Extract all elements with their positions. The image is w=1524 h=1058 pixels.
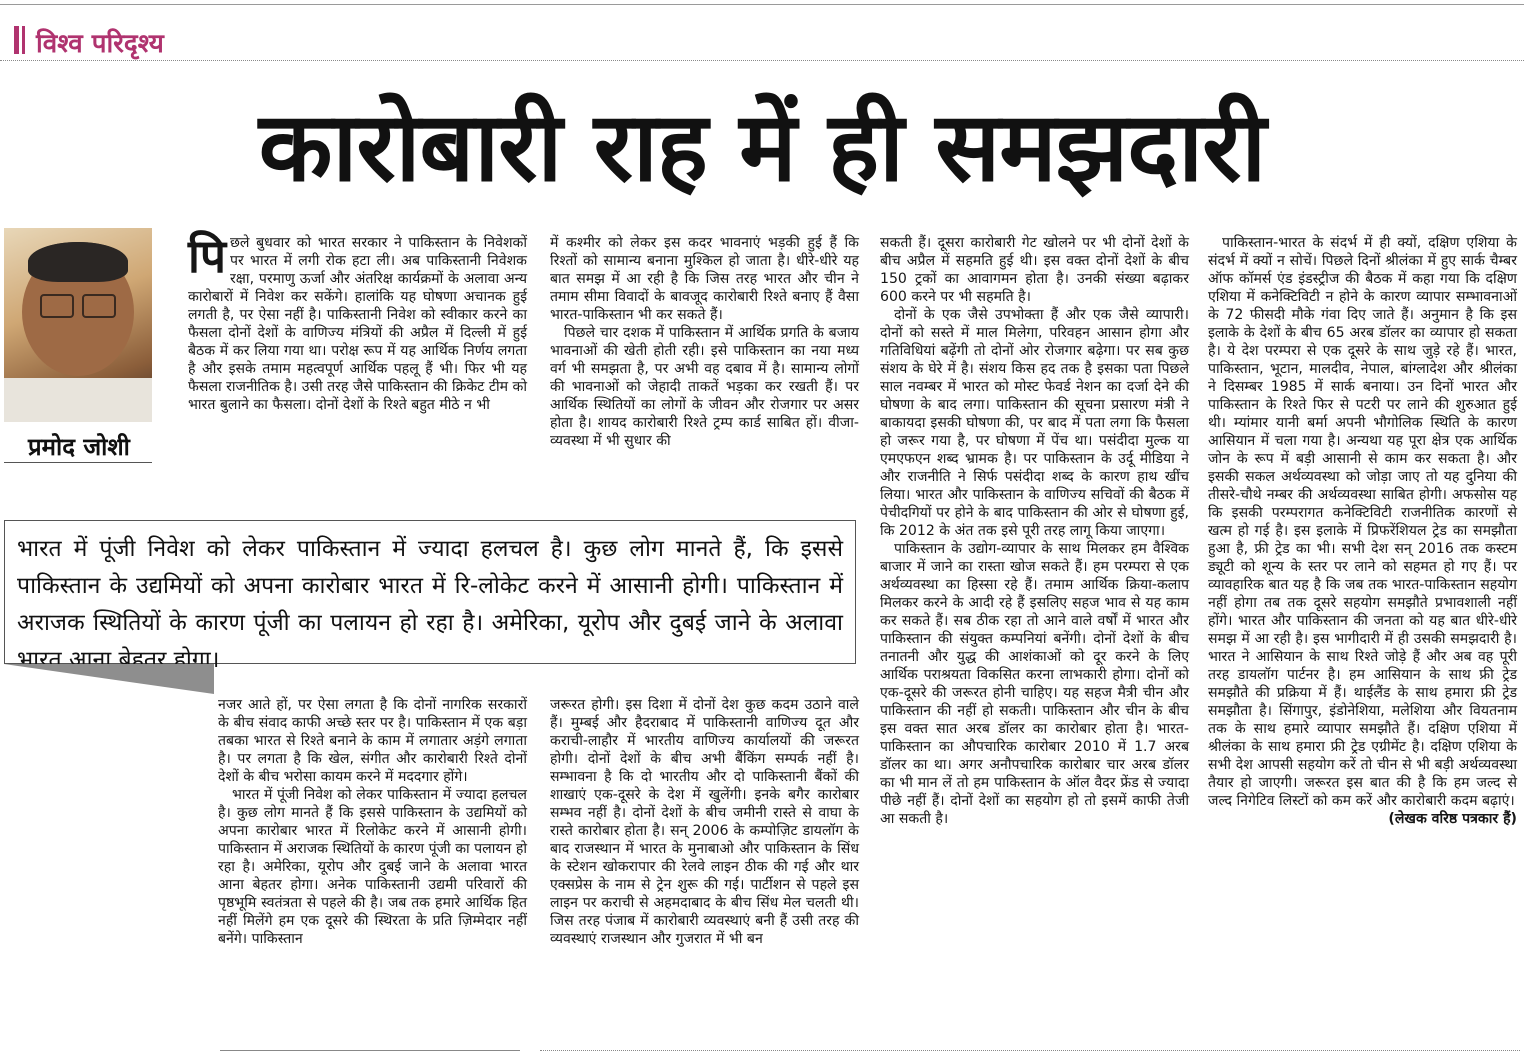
article-column-3: [880, 234, 1189, 828]
top-border-line: [0, 4, 1524, 5]
article-paragraph: सकती हैं। दूसरा कारोबारी गेट खोलने पर भी दोनों देशों के बीच अप्रैल में सहमति हुई थी। इस वक्त दोनों देशों के बीच 150 ट्रकों का आवागमन होता है। उनकी संख्या बढ़ाकर 600 करने पर भी सहमति है।: [880, 235, 1189, 305]
author-name: प्रमोद जोशी: [28, 433, 130, 461]
article-column-2-top: [550, 234, 859, 450]
section-divider: [0, 60, 1524, 61]
section-marker-bar: [14, 26, 19, 54]
author-byline: (लेखक वरिष्ठ पत्रकार हैं): [1388, 811, 1517, 827]
article-paragraph: पिछले चार दशक में पाकिस्तान में आर्थिक प्रगति के बजाय भावनाओं की खेती होती रही। इसे पाकिस्तान का नया मध्य वर्ग भी समझता है, पर अभी वह दबाव में है। सामान्य लोगों की भावनाओं को जेहादी ताकतें भड़का कर रखती हैं। पर आर्थिक स्थितियों का लोगों के जीवन और रोजगार पर असर होता है। शायद कारोबारी रिश्ते ट्रम्प कार्ड साबित हों। वीजा-व्यवस्था में भी सुधार की: [550, 325, 859, 449]
bottom-divider-dotted: [540, 1050, 1520, 1051]
article-paragraph: नजर आते हों, पर ऐसा लगता है कि दोनों नागरिक सरकारों के बीच संवाद काफी अच्छे स्तर पर है। पाकिस्तान में एक बड़ा तबका भारत से रिश्ते बनाने के काम में लगातार अड़ंगे लगाता है। पर लगता है कि खेल, संगीत और कारोबारी रिश्ते दोनों देशों के बीच भरोसा कायम करने में मददगार होंगे।: [218, 697, 527, 785]
article-paragraph: पाकिस्तान के उद्योग-व्यापार के साथ मिलकर हम वैश्विक बाजार में जाने का रास्ता खोज सकते हैं। हम परम्परा से एक अर्थव्यवस्था का हिस्सा रहे हैं। तमाम आर्थिक क्रिया-कलाप मिलकर करने के आदी रहे हैं इसलिए सहज भाव से यह काम कर सकते हैं। सब ठीक रहा तो आने वाले वर्षों में भारत और पाकिस्तान की संयुक्त कम्पनियां बनेंगी। दोनों देशों के बीच तनातनी और युद्ध की आशंकाओं को दूर करने के लिए आर्थिक पराश्रयता विकसित करना लाभकारी होगा। दोनों को एक-दूसरे की जरूरत होनी चाहिए। यह सहज मैत्री चीन और पाकिस्तान की नहीं हो सकती। पाकिस्तान और चीन के बीच इस वक्त सात अरब डॉलर का कारोबार होता है। भारत-पाकिस्तान का औपचारिक कारोबार 2010 में 1.7 अरब डॉलर का था। अगर अनौपचारिक कारोबार चार अरब डॉलर का भी मान लें तो हम पाकिस्तान के ऑल वैदर फ्रेंड से ज्यादा पीछे नहीं हैं। दोनों देशों का सहयोग हो तो इसमें काफी तेजी आ सकती है।: [880, 541, 1189, 827]
drop-cap: पि: [188, 229, 227, 283]
section-marker-bar-thin: [22, 26, 25, 54]
article-column-4: [1208, 234, 1517, 828]
article-column-1-bottom: [218, 696, 527, 948]
article-paragraph: दोनों के एक जैसे उपभोक्ता हैं और एक जैसे व्यापारी। दोनों को सस्ते में माल मिलेगा, परिवहन आसान होगा और गतिविधियां बढ़ेंगी तो दोनों ओर रोजगार बढ़ेगा। पर सब कुछ संशय के घेरे में है। संशय किस हद तक है इसका पता पिछले साल नवम्बर में भारत को मोस्ट फेवर्ड नेशन का दर्जा देने की घोषणा के बाद लगा। पाकिस्तान की सूचना प्रसारण मंत्री ने बाकायदा इसकी घोषणा की, पर बाद में पता लगा कि फैसला हो जरूर गया है, पर घोषणा में पेंच था। पसंदीदा मुल्क या एमएफएन शब्द भ्रामक है। पर पाकिस्तान के उर्दू मीडिया ने और राजनीति ने सिर्फ पसंदीदा शब्द के कारण हाथ खींच लिया। भारत और पाकिस्तान के वाणिज्य सचिवों की बैठक में पेचीदगियों पर होने के बाद पाकिस्तान की ओर से घोषणा हुई, कि 2012 के अंत तक इसे पूरी तरह लागू किया जाएगा।: [880, 307, 1189, 539]
paragraph-text: छले बुधवार को भारत सरकार ने पाकिस्तान के निवेशकों पर भारत में लगी रोक हटा ली। अब पाकिस्तानी निवेशक रक्षा, परमाणु ऊर्जा और अंतरिक्ष कार्यक्रमों के अलावा अन्य कारोबारों में निवेश कर सकेंगे। हालांकि यह घोषणा अचानक हुई लगती है, पर ऐसा नहीं है। पाकिस्तानी निवेश को स्वीकार करने का फैसला दोनों देशों के वाणिज्य मंत्रियों की अप्रैल में दिल्ली में हुई बैठक में कर लिया गया था। परोक्ष रूप में यह आर्थिक निर्णय लगता है और इसके तमाम महत्वपूर्ण आर्थिक पहलू हैं भी। फिर भी यह फैसला राजनीतिक है। उसी तरह जैसे पाकिस्तान की क्रिकेट टीम को भारत बुलाने का फैसला। दोनों देशों के रिश्ते बहुत मीठे न भी: [188, 235, 527, 413]
article-paragraph: जरूरत होगी। इस दिशा में दोनों देश कुछ कदम उठाने वाले हैं। मुम्बई और हैदराबाद में पाकिस्तानी वाणिज्य दूत और कराची-लाहौर में भारतीय वाणिज्य कार्यालयों की जरूरत होगी। दोनों देशों के बीच अभी बैंकिंग सम्पर्क नहीं है। सम्भावना है कि दो भारतीय और दो पाकिस्तानी बैंकों की शाखाएं एक-दूसरे के देश में खुलेंगी। इनके बगैर कारोबार सम्भव नहीं है। दोनों देशों के बीच जमीनी रास्ते से वाघा के रास्ते कारोबार होता है। सन् 2006 के कम्पोज़िट डायलॉग के बाद राजस्थान में भारत के मुनाबाओ और पाकिस्तान के सिंध के स्टेशन खोकरापार की रेलवे लाइन ठीक की गई और थार एक्सप्रेस के नाम से ट्रेन शुरू की गई। पार्टीशन से पहले इस लाइन पर कराची से अहमदाबाद के बीच सिंध मेल चलती थी। जिस तरह पंजाब में कारोबारी व्यवस्थाएं बनी हैं उसी तरह की व्यवस्थाएं राजस्थान और गुजरात में भी बन: [550, 697, 859, 947]
article-paragraph: में कश्मीर को लेकर इस कदर भावनाएं भड़की हुई हैं कि रिश्तों को सामान्य बनाना मुश्किल हो जाता है। धीरे-धीरे यह बात समझ में आ रही है कि जिस तरह भारत और चीन ने तमाम सीमा विवादों के बावजूद कारोबारी रिश्ते बनाए हैं वैसा भारत-पाकिस्तान भी कर सकते हैं।: [550, 235, 859, 323]
article-paragraph: [1208, 234, 1517, 827]
author-divider: [4, 462, 152, 463]
pull-quote-pointer: [4, 664, 214, 694]
article-paragraph: [188, 229, 527, 414]
article-paragraph: भारत में पूंजी निवेश को लेकर पाकिस्तान में ज्यादा हलचल है। कुछ लोग मानते हैं कि इससे पाकिस्तान के उद्यमियों को अपना कारोबार भारत में रिलोकेट करने में आसानी होगी। पाकिस्तान में अराजक स्थितियों के कारण पूंजी का पलायन हो रहा है। अमेरिका, यूरोप और दुबई जाने के अलावा भारत आना बेहतर होगा। अनेक पाकिस्तानी उद्यमी परिवारों की पृष्ठभूमि स्वतंत्रता से पहले की है। जब तक हमारे आर्थिक हित नहीं मिलेंगे हम एक दूसरे की स्थिरता के प्रति ज़िम्मेदार नहीं बनेंगे। पाकिस्तान: [218, 787, 527, 947]
headline: कारोबारी राह में ही समझदारी: [258, 91, 1266, 203]
article-column-2-bottom: [550, 696, 859, 948]
article-column-1-top: [188, 229, 527, 414]
author-photo: [4, 228, 152, 422]
bottom-divider: [220, 1050, 520, 1051]
paragraph-text: पाकिस्तान-भारत के संदर्भ में ही क्यों, दक्षिण एशिया के संदर्भ में क्यों न सोचें। पिछले दिनों श्रीलंका में हुए सार्क चैम्बर ऑफ कॉमर्स एंड इंडस्ट्रीज की बैठक में कहा गया कि दक्षिण एशिया में कनेक्टिविटी न होने के कारण व्यापार सम्भावनाओं के 72 फीसदी मौके गंवा दिए जाते हैं। अनुमान है कि इस इलाके के देशों के बीच 65 अरब डॉलर का व्यापार हो सकता है। ये देश परम्परा से एक दूसरे के साथ जुड़े रहे हैं। भारत, पाकिस्तान, भूटान, मालदीव, नेपाल, बांग्लादेश और श्रीलंका ने दिसम्बर 1985 में सार्क बनाया। उन दिनों भारत और पाकिस्तान के रिश्ते फिर से पटरी पर लाने की शुरुआत हुई थी। म्यांमार यानी बर्मा अपनी भौगोलिक स्थिति के कारण आसियान में चला गया है। अन्यथा यह पूरा क्षेत्र एक आर्थिक जोन के रूप में बड़ी आसानी से काम कर सकता है। और इसकी सकल अर्थव्यवस्था को जोड़ा जाए तो यह दुनिया की तीसरे-चौथे नम्बर की अर्थव्यवस्था साबित होगी। अफसोस यह कि इसकी परम्परागत कनेक्टिविटी राजनीतिक कारणों से खत्म हो गई है। इस इलाके में प्रिफरेंशियल ट्रेड का समझौता हुआ है, फ्री ट्रेड का भी। सभी देश सन् 2016 तक कस्टम ड्यूटी को शून्य के स्तर पर लाने को सहमत हो गए हैं। पर व्यावहारिक बात यह है कि जब तक भारत-पाकिस्तान सहयोग नहीं होगा तब तक दूसरे सहयोग समझौते प्रभावशाली नहीं होंगे। भारत और पाकिस्तान की जनता को यह बात धीरे-धीरे समझ में आ रही है। इस भागीदारी में ही उसकी समझदारी है। भारत ने आसियान के साथ रिश्ते जोड़े हैं और अब वह पूरी तरह डायलॉग पार्टनर है। हम आसियान के साथ फ्री ट्रेड समझौते की प्रक्रिया में हैं। थाईलैंड के साथ हमारा फ्री ट्रेड समझौता है। सिंगापुर, इंडोनेशिया, मलेशिया और वियतनाम तक के साथ हमारे व्यापार समझौते हैं। दक्षिण एशिया में श्रीलंका के साथ हमारा फ्री ट्रेड एग्रीमेंट है। दक्षिण एशिया के सभी देश आपसी सहयोग करें तो चीन से भी बड़ी अर्थव्यवस्था तैयार हो जाएगी। जरूरत इस बात की है कि हम जल्द से जल्द निगेटिव लिस्टों को कम करें और कारोबारी कदम बढ़ाएं।: [1208, 235, 1517, 809]
section-label: विश्व परिदृश्य: [36, 29, 164, 59]
pull-quote: भारत में पूंजी निवेश को लेकर पाकिस्तान में ज्यादा हलचल है। कुछ लोग मानते हैं, कि इससे पाकिस्तान के उद्यमियों को अपना कारोबार भारत में रि-लोकेट करने में आसानी होगी। पाकिस्तान में अराजक स्थितियों के कारण पूंजी का पलायन हो रहा है। अमेरिका, यूरोप और दुबई जाने के अलावा भारत आना बेहतर होगा।: [4, 520, 856, 664]
